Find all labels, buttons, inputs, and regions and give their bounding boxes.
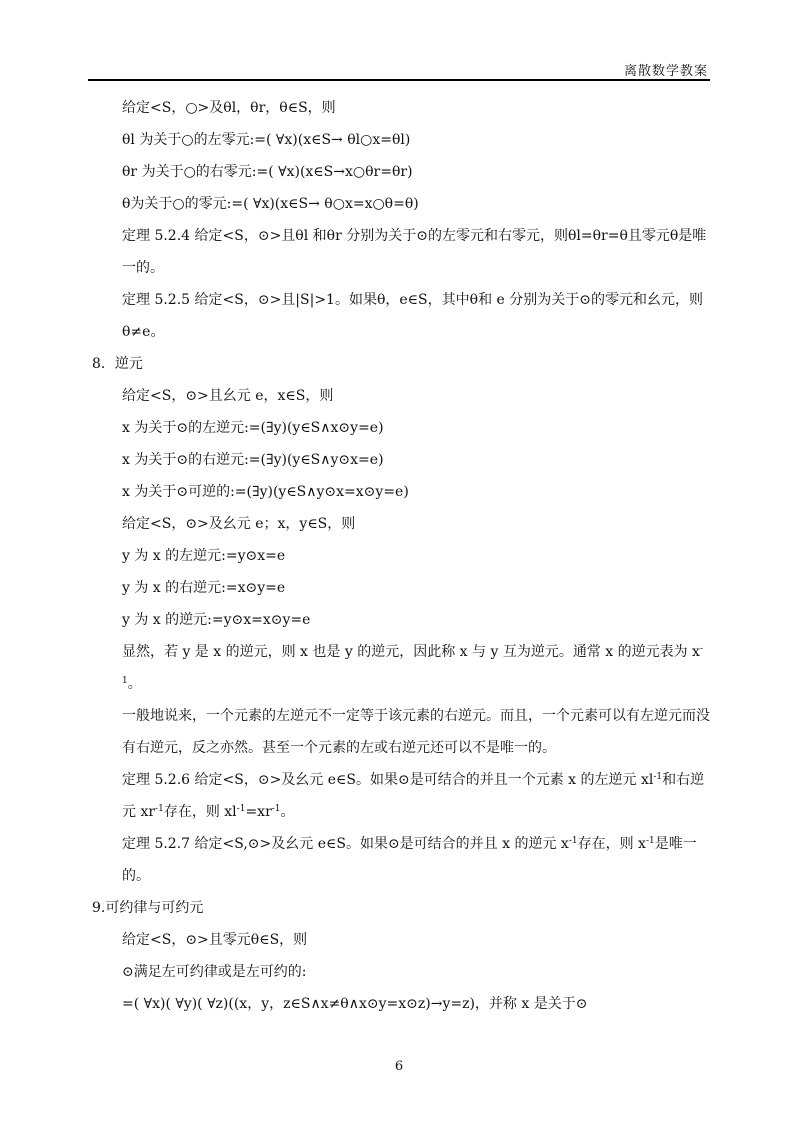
header-rule bbox=[88, 79, 710, 81]
paragraph-line: θl 为关于○的左零元:=( ∀x)(x∈S→ θl○x=θl) bbox=[122, 132, 411, 148]
superscript: -1 bbox=[122, 644, 704, 686]
paragraph-line: θ为关于○的零元:=( ∀x)(x∈S→ θ○x=x○θ=θ) bbox=[122, 196, 419, 212]
paragraph-line: x 为关于⊙可逆的:=(∃y)(y∈S∧y⊙x=x⊙y=e) bbox=[122, 484, 409, 500]
paragraph-line: 给定<S，⊙>且幺元 e，x∈S，则 bbox=[122, 388, 334, 404]
inverse-general-remark: 一般地说来，一个元素的左逆元不一定等于该元素的右逆元。而且，一个元素可以有左逆元而没有右逆元，反之亦然。甚至一个元素的左或右逆元还可以不是唯一的。 bbox=[122, 708, 710, 756]
paragraph-line: y 为 x 的左逆元:=y⊙x=e bbox=[122, 548, 286, 564]
section-heading-cancellation: 9.可约律与可约元 bbox=[92, 900, 204, 916]
superscript: -1 bbox=[653, 772, 663, 782]
inverse-remark-text: 显然，若 y 是 x 的逆元，则 x 也是 y 的逆元，因此称 x 与 y 互为逆元。通常 x 的逆元表为 x bbox=[122, 644, 700, 660]
superscript: -1 bbox=[236, 804, 246, 814]
theorem-5-2-4: 定理 5.2.4 给定<S，⊙>且θl 和θr 分别为关于⊙的左零元和右零元，则θl=θr=θ且零元θ是唯一的。 bbox=[122, 228, 707, 276]
paragraph-line: x 为关于⊙的右逆元:=(∃y)(y∈S∧y⊙x=e) bbox=[122, 452, 384, 468]
paragraph-line: θr 为关于○的右零元:=( ∀x)(x∈S→x○θr=θr) bbox=[122, 164, 413, 180]
theorem-5-2-5: 定理 5.2.5 给定<S，⊙>且|S|>1。如果θ，e∈S，其中θ和 e 分别为关于⊙的零元和幺元，则θ≠e。 bbox=[122, 292, 703, 340]
superscript: -1 bbox=[645, 836, 655, 846]
paragraph-line: 给定<S，⊙>且零元θ∈S，则 bbox=[122, 932, 308, 948]
page-number: 6 bbox=[394, 1059, 404, 1074]
theorem-5-2-6: 定理 5.2.6 给定<S，⊙>及幺元 e∈S。如果⊙是可结合的并且一个元素 x 的左逆元 $xl^{-1}$和右逆元 $xr^{-1}$存在，则 $xl^{-1}=xr^{-1}$。 bbox=[122, 772, 705, 820]
superscript: -1 bbox=[271, 804, 281, 814]
document-body bbox=[92, 92, 712, 1020]
period: 。 bbox=[127, 676, 142, 692]
section-heading-inverse: 8．逆元 bbox=[92, 356, 143, 372]
superscript: -1 bbox=[155, 804, 164, 814]
header-title: 离散数学教案 bbox=[623, 64, 708, 79]
paragraph-line: y 为 x 的右逆元:=x⊙y=e bbox=[122, 580, 286, 596]
superscript: -1 bbox=[568, 836, 578, 846]
period: 。 bbox=[280, 804, 295, 820]
paragraph-line: 给定<S，○>及θl，θr，θ∈S，则 bbox=[122, 100, 336, 116]
theorem-5-2-7: 定理 5.2.7 给定<S,⊙>及幺元 e∈S。如果⊙是可结合的并且 x 的逆元 $x^{-1}$存在，则 $x^{-1}$是唯一的。 bbox=[122, 836, 697, 884]
inverse-remark bbox=[92, 636, 712, 700]
paragraph-line: =( ∀x)( ∀y)( ∀z)((x，y，z∈S∧x≠θ∧x⊙y=x⊙z)→y=z)，并称 x 是关于⊙ bbox=[122, 996, 588, 1012]
paragraph-line: x 为关于⊙的左逆元:=(∃y)(y∈S∧x⊙y=e) bbox=[122, 420, 384, 436]
paragraph-line: y 为 x 的逆元:=y⊙x=x⊙y=e bbox=[122, 612, 311, 628]
paragraph-line: 给定<S，⊙>及幺元 e；x，y∈S，则 bbox=[122, 516, 356, 532]
paragraph-line: ⊙满足左可约律或是左可约的: bbox=[122, 964, 307, 980]
